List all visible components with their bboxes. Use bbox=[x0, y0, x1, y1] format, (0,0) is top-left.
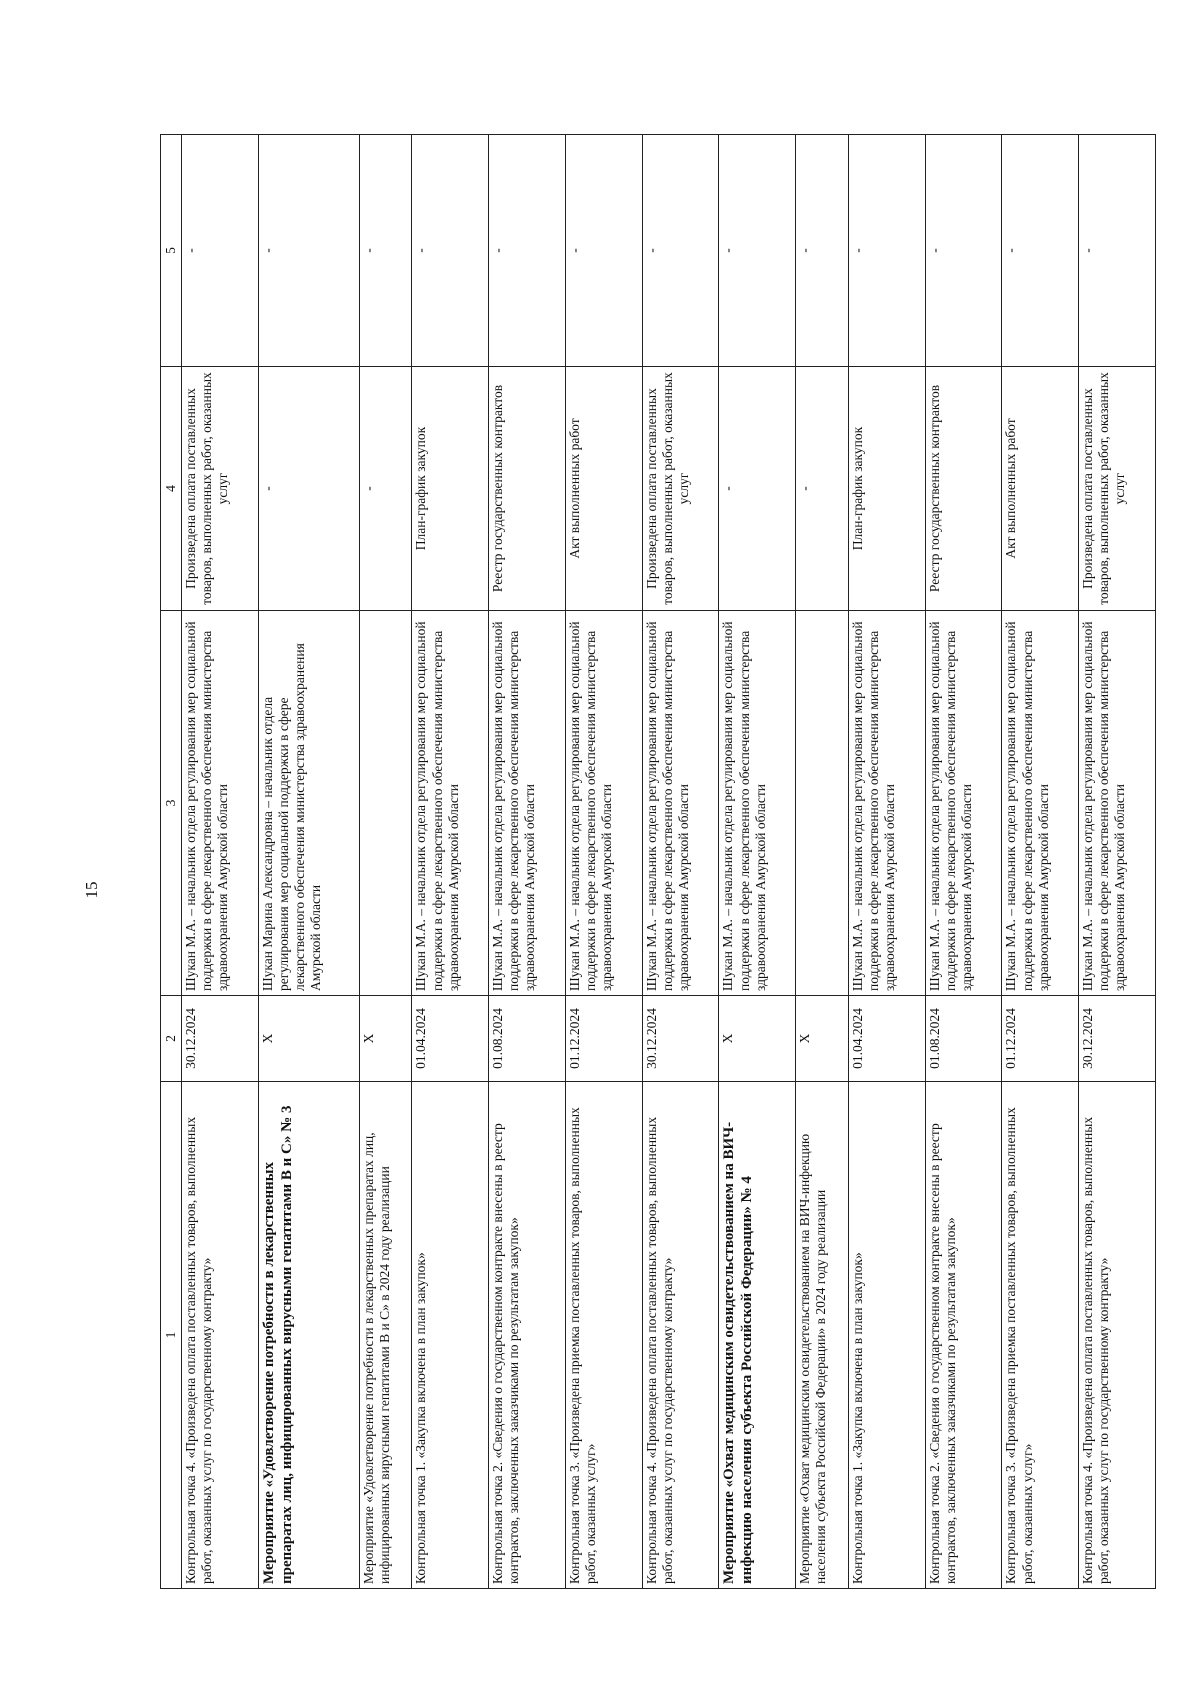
document-cell: Реестр государственных контрактов bbox=[925, 367, 1002, 611]
document-cell: Произведена оплата поставленных товаров, выполненных работ, оказанных услуг bbox=[642, 367, 719, 611]
activity-cell: Мероприятие «Удовлетворение потребности в лекарственных препаратах лиц, инфицированных вирусными гепатитами В и С» № 3 bbox=[258, 1082, 359, 1589]
note-cell: - bbox=[182, 135, 259, 367]
page-number: 15 bbox=[82, 881, 101, 899]
date-cell: 01.04.2024 bbox=[848, 996, 925, 1082]
document-cell: - bbox=[258, 367, 359, 611]
responsible-cell: Шукан М.А. – начальник отдела регулирования мер социальной поддержки в сфере лекарственного обеспечения министерства здравоохранения Амурской области bbox=[182, 611, 259, 996]
date-cell: 01.12.2024 bbox=[1002, 996, 1079, 1082]
column-header: 3 bbox=[161, 611, 182, 996]
section-row bbox=[719, 135, 796, 1589]
table-row bbox=[489, 135, 566, 1589]
responsible-cell: Шукан М.А. – начальник отдела регулирования мер социальной поддержки в сфере лекарственного обеспечения министерства здравоохранения Амурской области bbox=[925, 611, 1002, 996]
activity-cell: Контрольная точка 3. «Произведена приемка поставленных товаров, выполненных работ, оказанных услуг» bbox=[565, 1082, 642, 1589]
table-body bbox=[182, 135, 1156, 1589]
date-cell: 01.12.2024 bbox=[565, 996, 642, 1082]
date-cell: 30.12.2024 bbox=[182, 996, 259, 1082]
responsible-cell bbox=[796, 611, 849, 996]
table-row bbox=[642, 135, 719, 1589]
responsible-cell bbox=[359, 611, 412, 996]
document-cell: - bbox=[719, 367, 796, 611]
table-row bbox=[182, 135, 259, 1589]
document-cell: План-график закупок bbox=[412, 367, 489, 611]
activity-cell: Мероприятие «Охват медицинским освидетельствованием на ВИЧ-инфекцию населения субъекта Российской Федерации» в 2024 году реализации bbox=[796, 1082, 849, 1589]
note-cell: - bbox=[412, 135, 489, 367]
activities-table bbox=[160, 134, 1156, 1589]
activity-cell: Контрольная точка 3. «Произведена приемка поставленных товаров, выполненных работ, оказанных услуг» bbox=[1002, 1082, 1079, 1589]
responsible-cell: Шукан М.А. – начальник отдела регулирования мер социальной поддержки в сфере лекарственного обеспечения министерства здравоохранения Амурской области bbox=[565, 611, 642, 996]
note-cell: - bbox=[1079, 135, 1156, 367]
date-cell: Х bbox=[796, 996, 849, 1082]
note-cell: - bbox=[642, 135, 719, 367]
table-row bbox=[359, 135, 412, 1589]
responsible-cell: Шукан М.А. – начальник отдела регулирования мер социальной поддержки в сфере лекарственного обеспечения министерства здравоохранения Амурской области bbox=[1079, 611, 1156, 996]
activity-cell: Мероприятие «Удовлетворение потребности в лекарственных препаратах лиц, инфицированных вирусными гепатитами В и С» в 2024 году реализации bbox=[359, 1082, 412, 1589]
document-cell: Реестр государственных контрактов bbox=[489, 367, 566, 611]
column-header: 2 bbox=[161, 996, 182, 1082]
table-row bbox=[1079, 135, 1156, 1589]
responsible-cell: Шукан М.А. – начальник отдела регулирования мер социальной поддержки в сфере лекарственного обеспечения министерства здравоохранения Амурской области bbox=[848, 611, 925, 996]
table-row bbox=[796, 135, 849, 1589]
activity-cell: Контрольная точка 1. «Закупка включена в план закупок» bbox=[412, 1082, 489, 1589]
responsible-cell: Шукан М.А. – начальник отдела регулирования мер социальной поддержки в сфере лекарственного обеспечения министерства здравоохранения Амурской области bbox=[642, 611, 719, 996]
note-cell: - bbox=[719, 135, 796, 367]
document-cell: Произведена оплата поставленных товаров, выполненных работ, оказанных услуг bbox=[182, 367, 259, 611]
document-cell: Акт выполненных работ bbox=[565, 367, 642, 611]
table-row bbox=[565, 135, 642, 1589]
date-cell: 01.04.2024 bbox=[412, 996, 489, 1082]
note-cell: - bbox=[848, 135, 925, 367]
column-header: 1 bbox=[161, 1082, 182, 1589]
activity-cell: Контрольная точка 4. «Произведена оплата поставленных товаров, выполненных работ, оказанных услуг по государственному контракту» bbox=[642, 1082, 719, 1589]
activity-cell: Контрольная точка 1. «Закупка включена в план закупок» bbox=[848, 1082, 925, 1589]
note-cell: - bbox=[359, 135, 412, 367]
document-cell: Произведена оплата поставленных товаров, выполненных работ, оказанных услуг bbox=[1079, 367, 1156, 611]
activity-cell: Контрольная точка 2. «Сведения о государственном контракте внесены в реестр контрактов, заключенных заказчиками по результатам закупок» bbox=[489, 1082, 566, 1589]
responsible-cell: Шукан М.А. – начальник отдела регулирования мер социальной поддержки в сфере лекарственного обеспечения министерства здравоохранения Амурской области bbox=[412, 611, 489, 996]
table-row bbox=[848, 135, 925, 1589]
responsible-cell: Шукан М.А. – начальник отдела регулирования мер социальной поддержки в сфере лекарственного обеспечения министерства здравоохранения Амурской области bbox=[489, 611, 566, 996]
date-cell: Х bbox=[359, 996, 412, 1082]
activity-cell: Контрольная точка 4. «Произведена оплата поставленных товаров, выполненных работ, оказанных услуг по государственному контракту» bbox=[182, 1082, 259, 1589]
note-cell: - bbox=[1002, 135, 1079, 367]
column-header: 4 bbox=[161, 367, 182, 611]
activity-cell: Контрольная точка 2. «Сведения о государственном контракте внесены в реестр контрактов, заключенных заказчиками по результатам закупок» bbox=[925, 1082, 1002, 1589]
table-row bbox=[925, 135, 1002, 1589]
note-cell: - bbox=[796, 135, 849, 367]
document-cell: - bbox=[796, 367, 849, 611]
table-row bbox=[1002, 135, 1079, 1589]
document-cell: - bbox=[359, 367, 412, 611]
column-header: 5 bbox=[161, 135, 182, 367]
date-cell: Х bbox=[258, 996, 359, 1082]
responsible-cell: Шукан М.А. – начальник отдела регулирования мер социальной поддержки в сфере лекарственного обеспечения министерства здравоохранения Амурской области bbox=[1002, 611, 1079, 996]
document-cell: План-график закупок bbox=[848, 367, 925, 611]
note-cell: - bbox=[258, 135, 359, 367]
activity-cell: Контрольная точка 4. «Произведена оплата поставленных товаров, выполненных работ, оказанных услуг по государственному контракту» bbox=[1079, 1082, 1156, 1589]
document-cell: Акт выполненных работ bbox=[1002, 367, 1079, 611]
section-row bbox=[258, 135, 359, 1589]
rotated-table-wrapper bbox=[160, 135, 1156, 1589]
date-cell: 01.08.2024 bbox=[489, 996, 566, 1082]
date-cell: 01.08.2024 bbox=[925, 996, 1002, 1082]
note-cell: - bbox=[565, 135, 642, 367]
date-cell: Х bbox=[719, 996, 796, 1082]
date-cell: 30.12.2024 bbox=[1079, 996, 1156, 1082]
note-cell: - bbox=[925, 135, 1002, 367]
header-row bbox=[161, 135, 182, 1589]
activity-cell: Мероприятие «Охват медицинским освидетельствованием на ВИЧ-инфекцию населения субъекта Российской Федерации» № 4 bbox=[719, 1082, 796, 1589]
note-cell: - bbox=[489, 135, 566, 367]
responsible-cell: Шукан М.А. – начальник отдела регулирования мер социальной поддержки в сфере лекарственного обеспечения министерства здравоохранения Амурской области bbox=[719, 611, 796, 996]
table-row bbox=[412, 135, 489, 1589]
responsible-cell: Шукан Марина Александровна – начальник отдела регулирования мер социальной поддержки в сфере лекарственного обеспечения министерства здравоохранения Амурской области bbox=[258, 611, 359, 996]
date-cell: 30.12.2024 bbox=[642, 996, 719, 1082]
